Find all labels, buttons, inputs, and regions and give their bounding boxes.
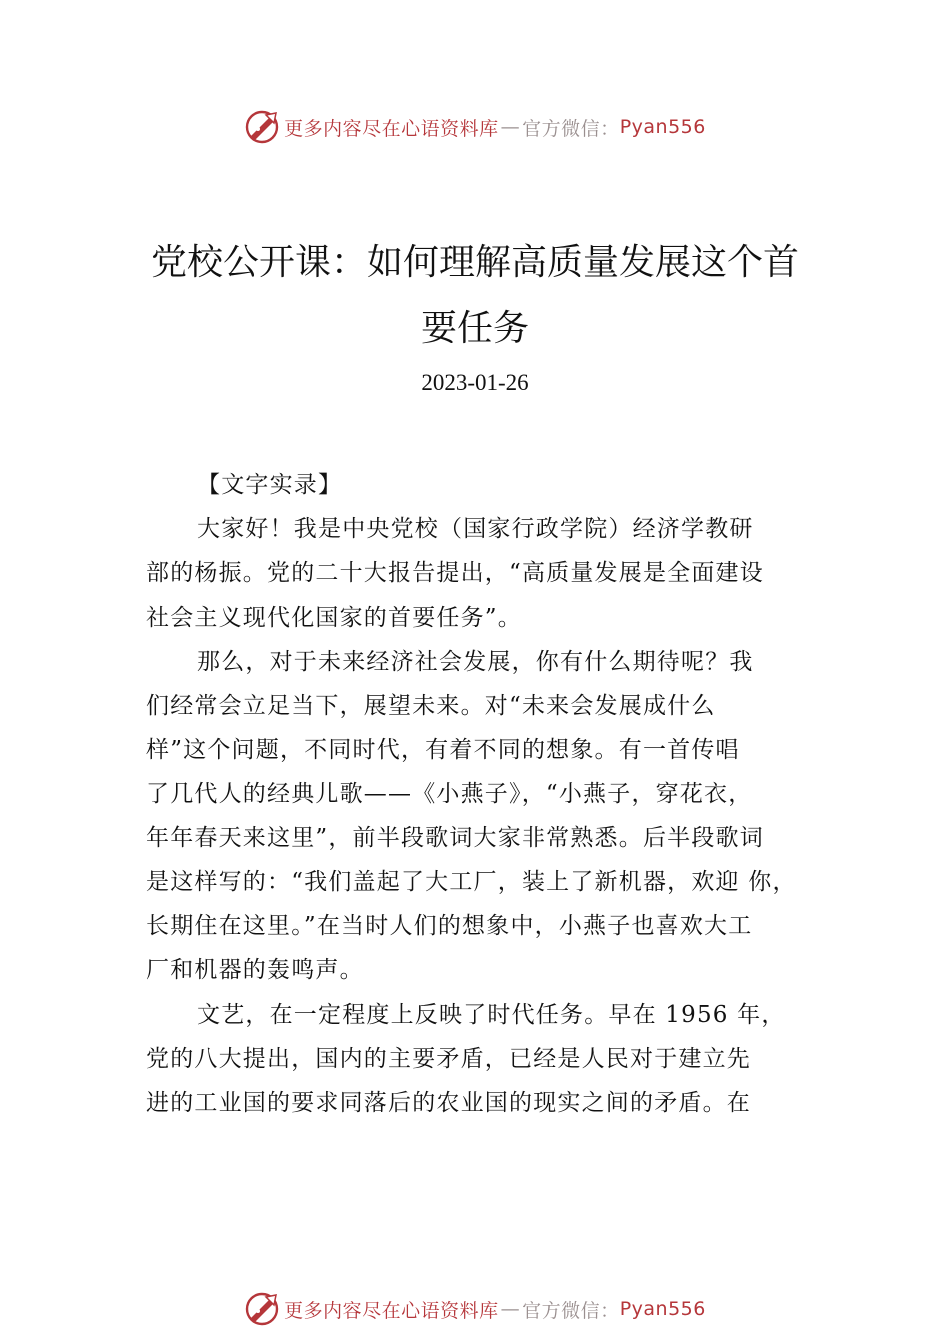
page-title-line-1: 党校公开课：如何理解高质量发展这个首 [150,242,799,283]
body-line: 大家好！我是中央党校（国家行政学院）经济学教研 [197,516,754,542]
body-line: 了几代人的经典儿歌——《小燕子》，“小燕子，穿花衣， [146,781,753,807]
page-title-line-2: 要任务 [420,308,529,349]
banner-wechat-id: Pyan556 [619,116,706,138]
banner-main-text: 更多内容尽在心语资料库 [284,117,499,140]
section-heading: 【文字实录】 [197,472,343,498]
body-line: 样”这个问题，不同时代，有着不同的想象。有一首传唱 [146,737,740,763]
body-line: 党的八大提出，国内的主要矛盾，已经是人民对于建立先 [146,1046,751,1072]
body-line: 进的工业国的要求同落后的农业国的现实之间的矛盾。在 [146,1090,751,1116]
footer-banner [0,1289,950,1329]
banner-wechat-label: 官方微信： [522,1299,620,1322]
header-banner [0,107,950,147]
body-line: 年年春天来这里”，前半段歌词大家非常熟悉。后半段歌词 [146,825,764,851]
body-line: 是这样写的：“我们盖起了大工厂，装上了新机器，欢迎 你， [146,869,797,895]
body-line: 们经常会立足当下，展望未来。对“未来会发展成什么 [146,693,716,719]
banner-main-text: 更多内容尽在心语资料库 [284,1299,499,1322]
banner-wechat-label: 官方微信： [522,117,620,140]
pen-logo-icon [244,109,280,145]
body-line: 部的杨振。党的二十大报告提出，“高质量发展是全面建设 [146,560,764,586]
body-line: 厂和机器的轰鸣声。 [146,957,364,983]
pen-logo-icon [244,1291,280,1327]
body-line: 长期住在这里。”在当时人们的想象中，小燕子也喜欢大工 [146,913,753,939]
banner-wechat-id: Pyan556 [619,1298,706,1320]
publish-date: 2023-01-26 [421,370,529,395]
banner-dash: — [500,1298,521,1320]
body-line: 文艺，在一定程度上反映了时代任务。早在 1956 年， [197,1002,786,1028]
banner-dash: — [500,116,521,138]
body-line: 那么，对于未来经济社会发展，你有什么期待呢？我 [197,649,754,675]
body-line: 社会主义现代化国家的首要任务”。 [146,605,522,631]
